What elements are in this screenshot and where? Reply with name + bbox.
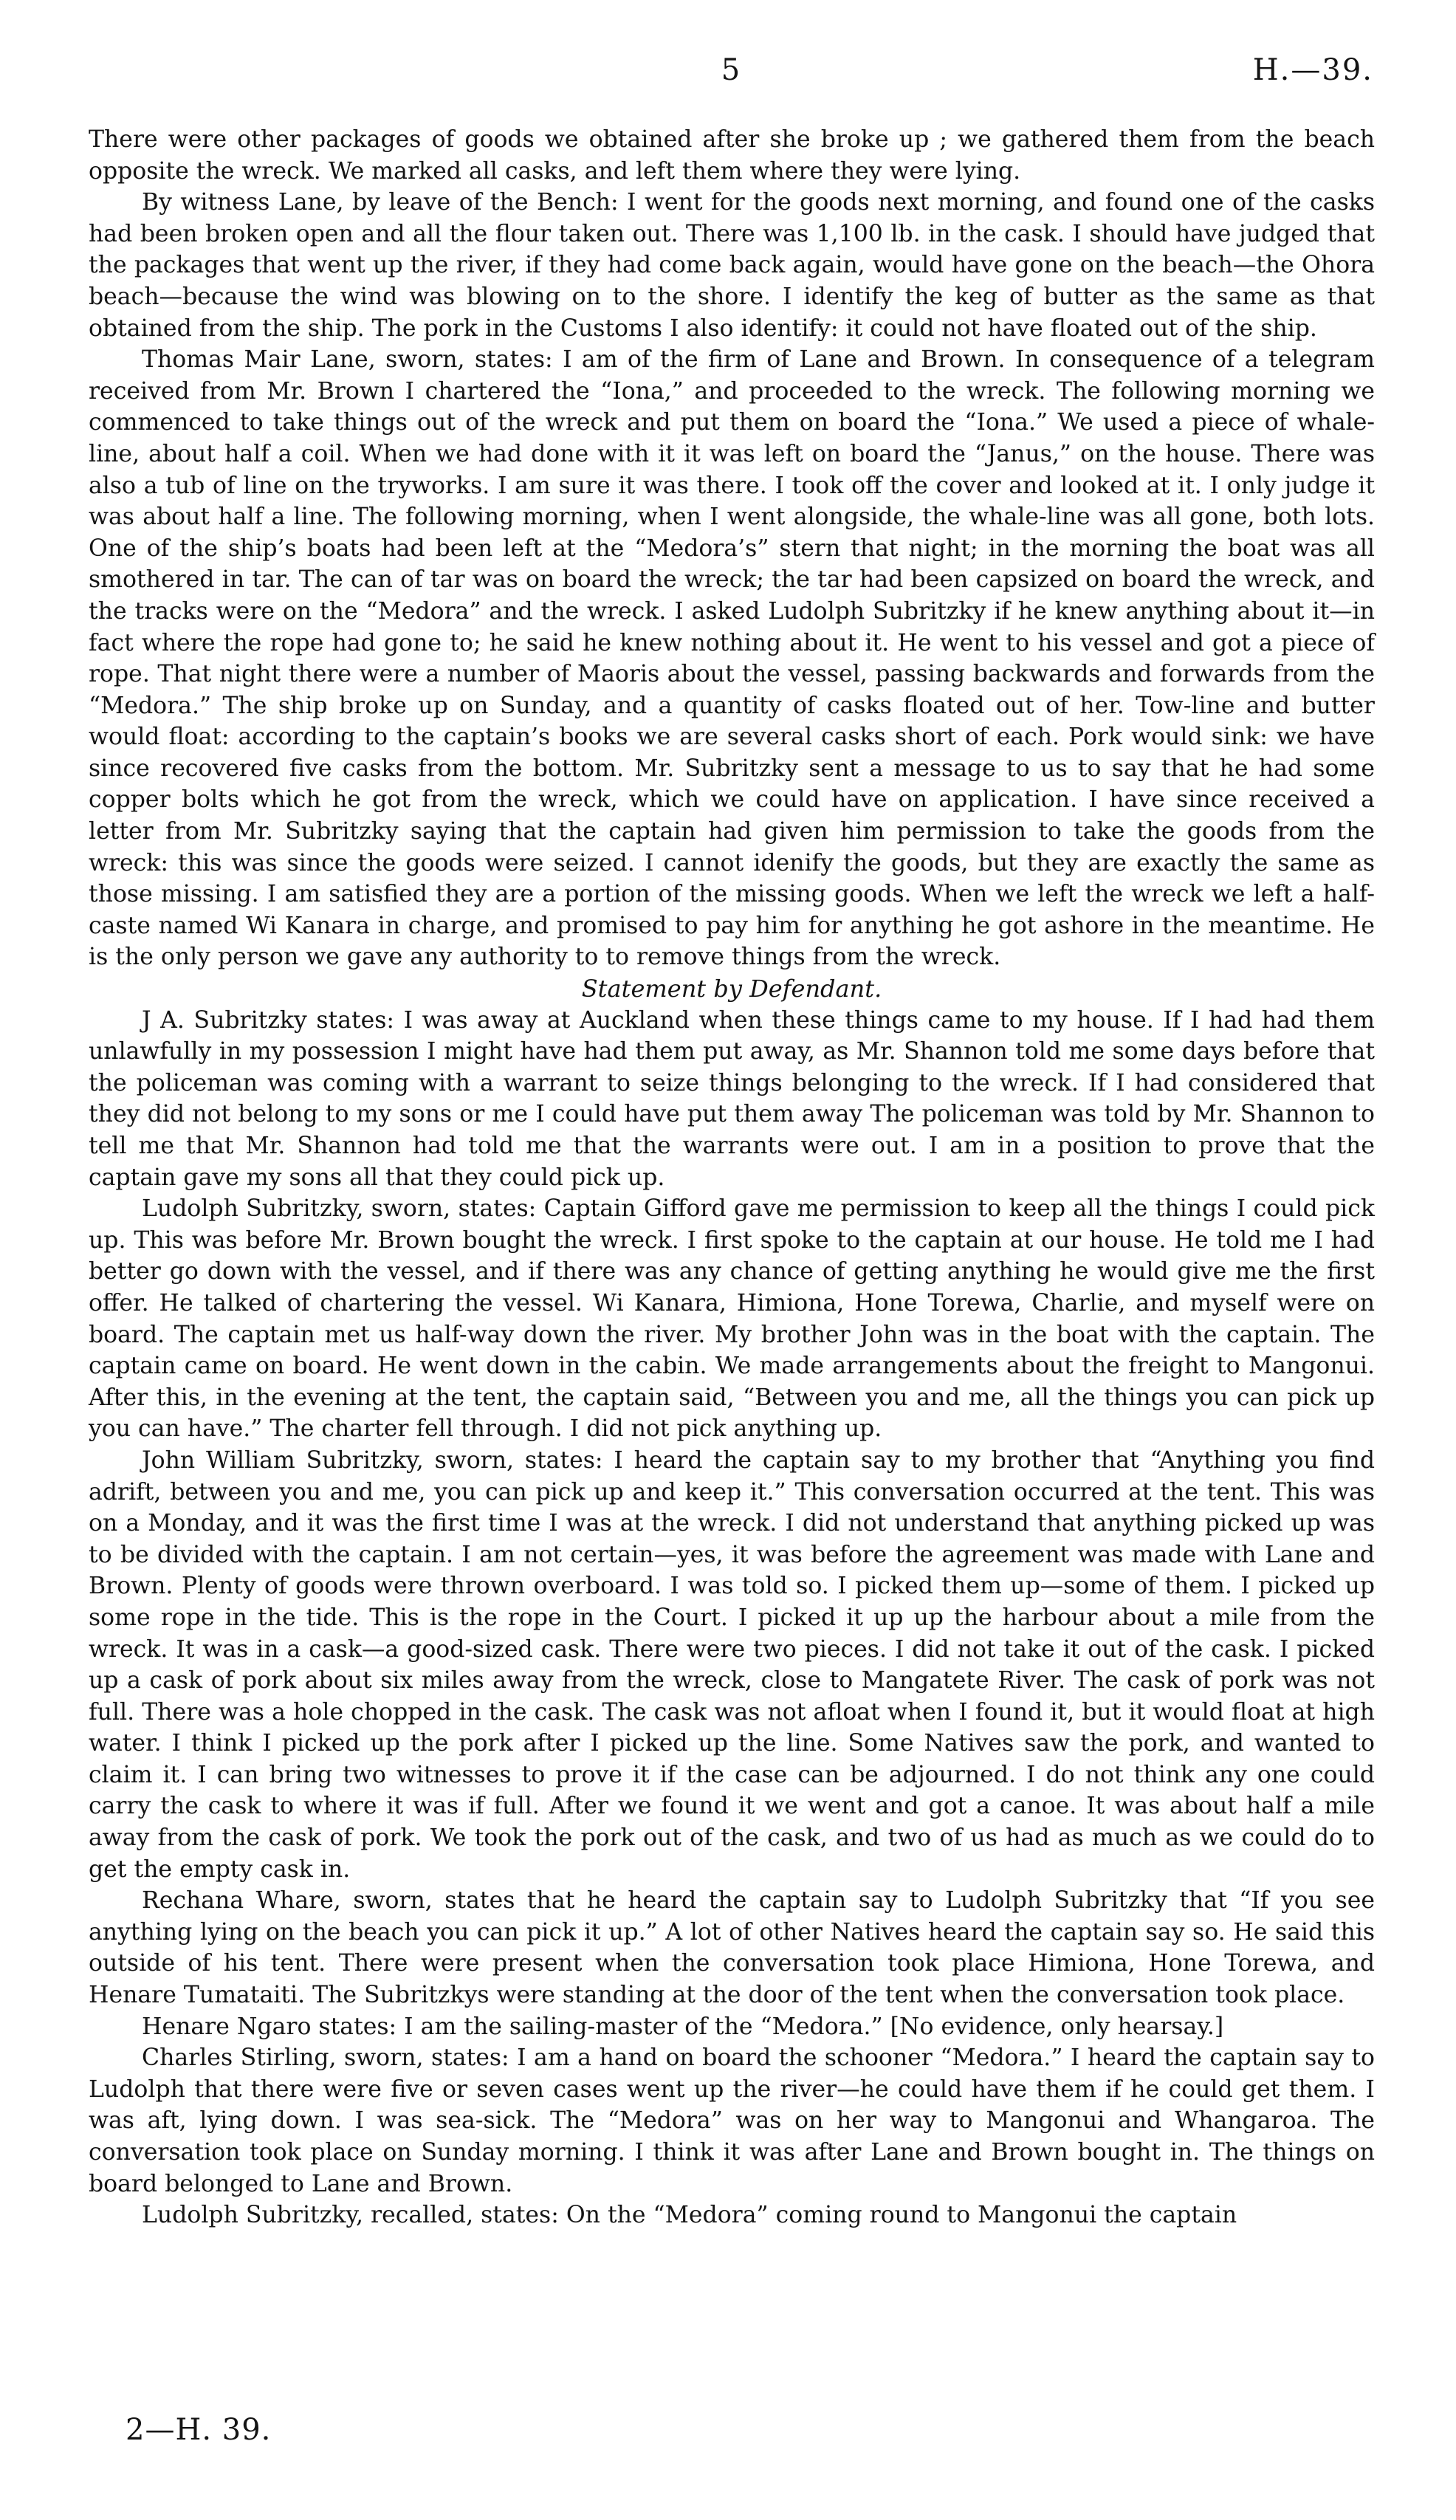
section-heading: Statement by Defendant. [581, 975, 882, 1003]
paragraph-charles-stirling: Charles Stirling, sworn, states: I am a hand on board the schooner “Medora.” I heard the captain say to Ludolph that there were five or seven cases went up the river—he could have them if he could get them. I was aft, lying down. I was sea-sick. The “Medora” was on her way to Mangonui and Whangaroa. The conversation took place on Sunday morning. I think it was after Lane and Brown bought in. The things on board belonged to Lane and Brown. [89, 2045, 1375, 2197]
paragraph-continuation: There were other packages of goods we obtained after she broke up ; we gathered them from the beach opposite the wreck. We marked all casks, and left them where they were lying. [89, 126, 1375, 185]
paragraph-thomas-mair-lane: Thomas Mair Lane, sworn, states: I am of the firm of Lane and Brown. In consequence of a telegram received from Mr. Brown I chartered the “Iona,” and proceeded to the wreck. The following morning we commenced to take things out of the wreck and put them on board the “Iona.” We used a piece of whale-line, about half a coil. When we had done with it it was left on board the “Janus,” on the house. There was also a tub of line on the tryworks. I am sure it was there. I took off the cover and looked at it. I only judge it was about half a line. The following morning, when I went alongside, the whale-line was all gone, both lots. One of the ship’s boats had been left at the “Medora’s” stern that night; in the morning the boat was all smothered in tar. The can of tar was on board the wreck; the tar had been capsized on board the wreck, and the tracks were on the “Medora” and the wreck. I asked Ludolph Subritzky if he knew anything about it—in fact where the rope had gone to; he said he knew nothing about it. He went to his vessel and got a piece of rope. That night there were a number of Maoris about the vessel, passing backwards and forwards from the “Medora.” The ship broke up on Sunday, and a quantity of casks floated out of her. Tow-line and butter would float: according to the captain’s books we are several casks short of each. Pork would sink: we have since recovered five casks from the bottom. Mr. Subritzky sent a message to us to say that he had some copper bolts which he got from the wreck, which we could have on application. I have since received a letter from Mr. Subritzky saying that the captain had given him permission to take the goods from the wreck: this was since the goods were seized. I cannot idenify the goods, but they are exactly the same as those missing. I am satisfied they are a portion of the missing goods. When we left the wreck we left a half-caste named Wi Kanara in charge, and promised to pay him for anything he got ashore in the meantime. He is the only person we gave any authority to to remove things from the wreck. [89, 346, 1375, 971]
paragraph-ludolph-recalled: Ludolph Subritzky, recalled, states: On the “Medora” coming round to Mangonui the captain [142, 2202, 1237, 2229]
paragraph-john-william-subritzky: John William Subritzky, sworn, states: I heard the captain say to my brother that “Anything you find adrift, between you and me, you can pick up and keep it.” This conversation occurred at the tent. This was on a Monday, and it was the first time I was at the wreck. I did not understand that anything picked up was to be divided with the captain. I am not certain—yes, it was before the agreement was made with Lane and Brown. Plenty of goods were thrown overboard. I was told so. I picked them up—some of them. I picked up some rope in the tide. This is the rope in the Court. I picked it up up the harbour about a mile from the wreck. It was in a cask—a good-sized cask. There were two pieces. I did not take it out of the cask. I picked up a cask of pork about six miles away from the wreck, close to Mangatete River. The cask of pork was not full. There was a hole chopped in the cask. The cask was not afloat when I found it, but it would float at high water. I think I picked up the pork after I picked up the line. Some Natives saw the pork, and wanted to claim it. I can bring two witnesses to prove it if the case can be adjourned. I do not think any one could carry the cask to where it was if full. After we found it we went and got a canoe. It was about half a mile away from the cask of pork. We took the pork out of the cask, and two of us had as much as we could do to get the empty cask in. [89, 1446, 1375, 1883]
body-text [89, 124, 1375, 2231]
document-reference: H.—39. [1252, 53, 1373, 87]
paragraph-rechana-whare: Rechana Whare, sworn, states that he heard the captain say to Ludolph Subritzky that “If you see anything lying on the beach you can pick it up.” A lot of other Natives heard the captain say so. He said this outside of his tent. There were present when the conversation took place Himiona, Hone Torewa, and Henare Tumataiti. The Subritzkys were standing at the door of the tent when the conversation took place. [89, 1887, 1375, 2009]
paragraph-ludolph-subritzky: Ludolph Subritzky, sworn, states: Captain Gifford gave me permission to keep all the things I could pick up. This was before Mr. Brown bought the wreck. I first spoke to the captain at our house. He told me I had better go down with the vessel, and if there was any chance of getting anything he would give me the first offer. He talked of chartering the vessel. Wi Kanara, Himiona, Hone Torewa, Charlie, and myself were on board. The captain met us half-way down the river. My brother John was in the boat with the captain. The captain came on board. He went down in the cabin. We made arrangements about the freight to Mangonui. After this, in the evening at the tent, the captain said, “Between you and me, all the things you can pick up you can have.” The charter fell through. I did not pick anything up. [89, 1195, 1375, 1443]
paragraph-henare-ngaro: Henare Ngaro states: I am the sailing-master of the “Medora.” [No evidence, only hearsay.] [142, 2013, 1224, 2040]
page-header [89, 53, 1373, 97]
signature-mark: 2—H. 39. [126, 2413, 272, 2447]
paragraph-witness-lane-by-bench: By witness Lane, by leave of the Bench: I went for the goods next morning, and found one of the casks had been broken open and all the flour taken out. There was 1,100 lb. in the cask. I should have judged that the packages that went up the river, if they had come back again, would have gone on the beach—the Ohora beach—because the wind was blowing on to the shore. I identify the keg of butter as the same as that obtained from the ship. The pork in the Customs I also identify: it could not have floated out of the ship. [89, 189, 1375, 342]
page-number: 5 [721, 53, 741, 87]
paragraph-ja-subritzky: J A. Subritzky states: I was away at Auckland when these things came to my house. If I had had them unlawfully in my possession I might have had them put away, as Mr. Shannon told me some days before that the policeman was coming with a warrant to seize things belonging to the wreck. If I had considered that they did not belong to my sons or me I could have put them away The policeman was told by Mr. Shannon to tell me that Mr. Shannon had told me that the warrants were out. I am in a position to prove that the captain gave my sons all that they could pick up. [89, 1006, 1375, 1191]
